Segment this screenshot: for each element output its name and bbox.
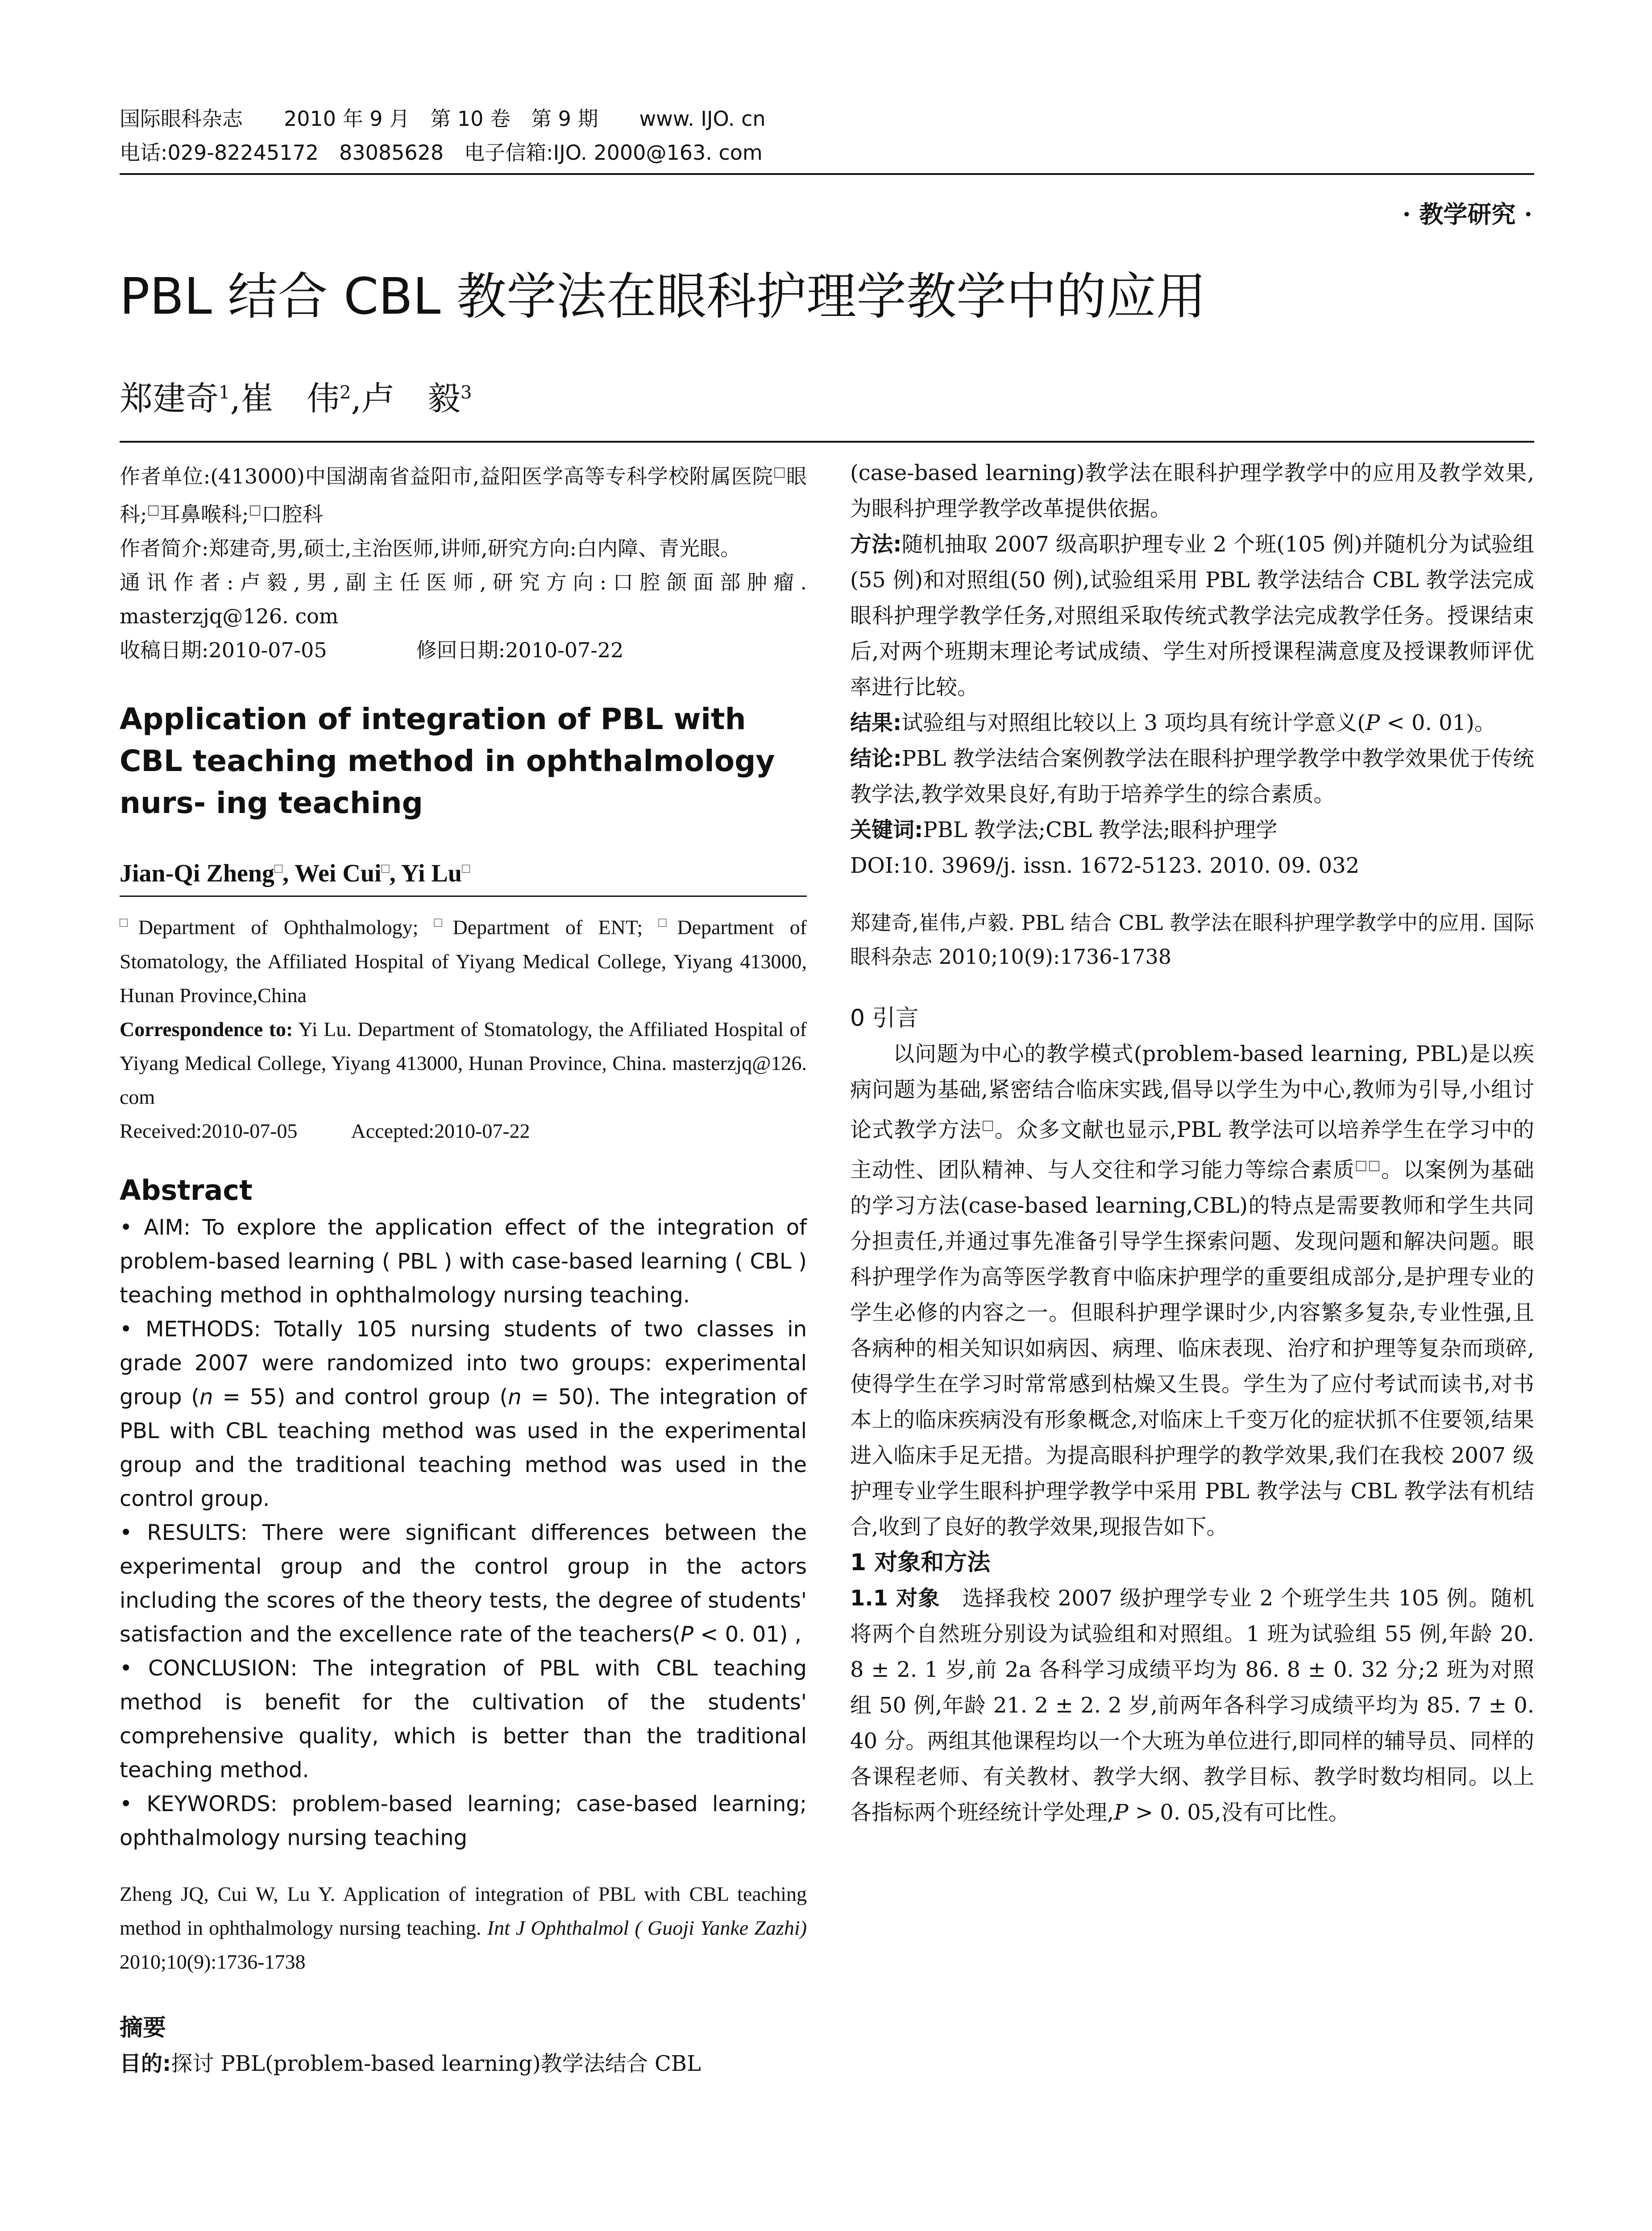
corresponding-author: 通讯作者:卢毅,男,副主任医师,研究方向:口腔颌面部肿瘤. masterzjq@126. com (120, 570, 807, 628)
english-affiliation: □Department of Ophthalmology; □Department of ENT; □Department of Stomatology, the Affiliated Hospital of Yiyang Medical College, Yiyang 413000, Hunan Province,China (120, 915, 807, 1007)
keywords-zh: 关键词:PBL 教学法;CBL 教学法;眼科护理学 (850, 817, 1278, 842)
introduction-heading: 0 引言 (850, 1005, 919, 1032)
abstract-conclusion: • CONCLUSION: The integration of PBL with CBL teaching method is benefit for the cultivation of the students' comprehensive quality, which is better than the traditional teaching method. (120, 1655, 807, 1783)
english-correspondence: Correspondence to: Yi Lu. Department of Stomatology, the Affiliated Hospital of Yiyang Medical College, Yiyang 413000, Hunan Province, China. masterzjq@126. com (120, 1017, 807, 1108)
author-2: 崔 伟 (240, 379, 340, 418)
abstract-heading: Abstract (120, 1174, 253, 1207)
author-list: 郑建奇$^1$,崔 伟$^2$,卢 毅$^3$ (120, 379, 472, 418)
abstract-purpose-continued: (case-based learning)教学法在眼科护理学教学中的应用及教学效果,为眼科护理学教学改革提供依据。 (850, 460, 1534, 521)
section-1-heading: 1 对象和方法 (850, 1549, 991, 1576)
abstract-methods-zh: 方法:随机抽取 2007 级高职护理专业 2 个班(105 例)并随机分为试验组(55 例)和对照组(50 例),试验组采用 PBL 教学法结合 CBL 教学法完成眼科护理学教学任务,对照组采取传统式教学法完成教学任务。授课结束后,对两个班期末理论考试成绩、学生对所授课程满意度及授课教师评优率进行比较。 (850, 532, 1534, 700)
english-title: Application of integration of PBL with CBL teaching method in ophthalmology nurs- ing teaching (120, 701, 775, 820)
chinese-abstract-heading: 摘要 (120, 2014, 166, 2041)
author-bio: 作者简介:郑建奇,男,硕士,主治医师,讲师,研究方向:白内障、青光眼。 (120, 536, 741, 560)
abstract-keywords: • KEYWORDS: problem-based learning; case-based learning; ophthalmology nursing teaching (120, 1791, 807, 1850)
introduction-paragraph: 以问题为中心的教学模式(problem-based learning, PBL)是以疾病问题为基础,紧密结合临床实践,倡导以学生为中心,教师为引导,小组讨论式教学方法□。众多文献也显示,PBL 教学法可以培养学生在学习中的主动性、团队精神、与人交往和学习能力等综合素质□□。以案例为基础的学习方法(case-based learning,CBL)的特点是需要教师和学生共同分担责任,并通过事先准备引导学生探索问题、发现问题和解决问题。眼科护理学作为高等医学教育中临床护理学的重要组成部分,是护理专业的学生必修的内容之一。但眼科护理学课时少,内容繁多复杂,专业性强,且各病种的相关知识如病因、病理、临床表现、治疗和护理等复杂而琐碎,使得学生在学习时常常感到枯燥又生畏。学生为了应付考试而读书,对书本上的临床疾病没有形象概念,对临床上千变万化的症状抓不住要领,结果进入临床手足无措。为提高眼科护理学的教学效果,我们在我校 2007 级护理专业学生眼科护理学教学中采用 PBL 教学法与 CBL 教学法有机结合,收到了良好的教学效果,现报告如下。 (850, 1041, 1534, 1539)
author-2-affil-mark: 2 (339, 382, 351, 403)
author-1-affil-mark: 1 (219, 382, 230, 403)
title-divider (120, 441, 1534, 443)
left-column (120, 455, 807, 2082)
chinese-citation: 郑建奇,崔伟,卢毅. PBL 结合 CBL 教学法在眼科护理学教学中的应用. 国际眼科杂志 2010;10(9):1736-1738 (850, 911, 1534, 969)
authors-divider (120, 896, 807, 897)
received-date: 收稿日期:2010-07-05 (120, 638, 327, 662)
section-1-1-paragraph: 1.1 对象 选择我校 2007 级护理学专业 2 个班学生共 105 例。随机将两个自然班分别设为试验组和对照组。1 班为试验组 55 例,年龄 20. 8 ± 2. 1 岁,前 2a 各科学习成绩平均为 86. 8 ± 0. 32 分;2 班为对照组 50 例,年龄 21. 2 ± 2. 2 岁,前两年各科学习成绩平均为 85. 7 ± 0. 40 分。两组其他课程均以一个大班为单位进行,即同样的辅导员、同样的各课程老师、有关教材、教学大纲、教学目标、教学时数均相同。以上各指标两个班经统计学处理,P > 0. 05,没有可比性。 (850, 1586, 1534, 1825)
header-line-1: 国际眼科杂志 2010 年 9 月 第 10 卷 第 9 期 www. IJO. cn (120, 107, 766, 131)
author-3: 卢 毅 (361, 379, 461, 418)
author-affiliation: 作者单位:(413000)中国湖南省益阳市,益阳医学高等专科学校附属医院□眼科;□耳鼻喉科;□口腔科 (120, 464, 807, 527)
header-line-2: 电话:029-82245172 83085628 电子信箱:IJO. 2000@163. com (120, 141, 763, 165)
abstract-methods: • METHODS: Totally 105 nursing students of two classes in grade 2007 were randomized into two groups: experimental group (n = 55) and control group (n = 50). The integration of PBL with CBL teaching method was used in the experimental group and the traditional teaching method was used in the control group. (120, 1316, 807, 1511)
english-dates: Received:2010-07-05 Accepted:2010-07-22 (120, 1119, 530, 1142)
author-1: 郑建奇 (120, 379, 219, 418)
dates-line (120, 633, 807, 667)
abstract-results: • RESULTS: There were significant differences between the experimental group and the control group in the actors including the scores of the theory tests, the degree of students' satisfaction and the excellence rate of the teachers(P < 0. 01) , (120, 1520, 807, 1647)
english-citation: Zheng JQ, Cui W, Lu Y. Application of integration of PBL with CBL teaching method in ophthalmology nursing teaching. Int J Ophthalmol ( Guoji Yanke Zazhi) 2010;10(9):1736-1738 (120, 1882, 807, 1973)
journal-header (120, 102, 1534, 170)
right-column (850, 455, 1534, 1830)
section-tag: · 教学研究 · (1402, 200, 1532, 228)
header-divider (120, 173, 1534, 175)
author-3-affil-mark: 3 (460, 382, 472, 403)
abstract-purpose: 目的:探讨 PBL(problem-based learning)教学法结合 CBL (120, 2051, 701, 2076)
doi: DOI:10. 3969/j. issn. 1672-5123. 2010. 09. 032 (850, 853, 1360, 878)
english-authors: Jian-Qi Zheng□, Wei Cui□, Yi Lu□ (120, 859, 470, 887)
abstract-conclusion-zh: 结论:PBL 教学法结合案例教学法在眼科护理学教学中教学效果优于传统教学法,教学效果良好,有助于培养学生的综合素质。 (850, 746, 1534, 807)
revised-date: 修回日期:2010-07-22 (416, 638, 624, 662)
abstract-aim: • AIM: To explore the application effect of the integration of problem-based learning ( PBL ) with case-based learning ( CBL ) teaching method in ophthalmology nursing teaching. (120, 1215, 807, 1308)
abstract-results-zh: 结果:试验组与对照组比较以上 3 项均具有统计学意义(P < 0. 01)。 (850, 710, 1496, 735)
article-title: PBL 结合 CBL 教学法在眼科护理学教学中的应用 (120, 268, 1207, 326)
